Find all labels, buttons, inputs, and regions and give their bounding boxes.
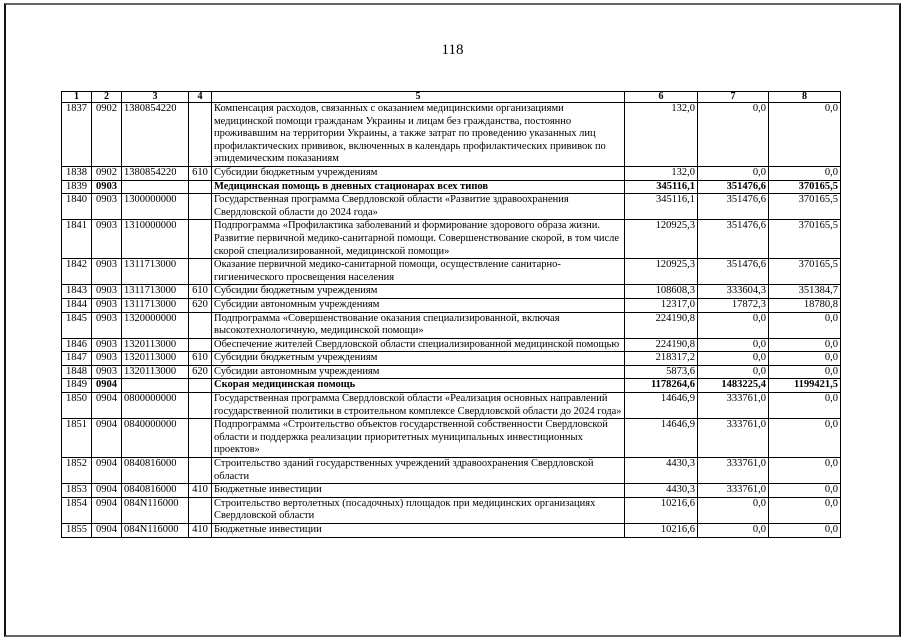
target-article-code: 0840816000 [122,484,189,498]
amount-col6: 224190,8 [625,338,698,352]
amount-col7: 0,0 [698,103,769,167]
expense-type-code [189,338,212,352]
section-code: 0904 [92,458,122,484]
expense-name: Бюджетные инвестиции [212,484,625,498]
expense-name: Оказание первичной медико-санитарной помощи, осуществление санитарно-гигиенического просвещения населения [212,259,625,285]
target-article-code: 084N116000 [122,497,189,523]
row-number: 1847 [62,352,92,366]
expense-type-code [189,419,212,458]
amount-col6: 14646,9 [625,393,698,419]
section-code: 0903 [92,220,122,259]
table-row [62,524,841,538]
row-number: 1841 [62,220,92,259]
amount-col6: 4430,3 [625,458,698,484]
target-article-code: 1380854220 [122,103,189,167]
target-article-code: 1311713000 [122,298,189,312]
amount-col8: 370165,5 [769,259,841,285]
page-number: 118 [441,42,464,58]
row-number: 1838 [62,166,92,180]
table-row [62,103,841,167]
amount-col6: 10216,6 [625,524,698,538]
target-article-code [122,379,189,393]
table-row [62,166,841,180]
row-number: 1855 [62,524,92,538]
expense-name: Строительство зданий государственных учреждений здравоохранения Свердловской области [212,458,625,484]
amount-col6: 108608,3 [625,285,698,299]
expense-type-code: 410 [189,484,212,498]
expense-name: Субсидии автономным учреждениям [212,298,625,312]
target-article-code: 084N116000 [122,524,189,538]
amount-col7: 17872,3 [698,298,769,312]
amount-col8: 370165,5 [769,220,841,259]
table-body [62,103,841,538]
section-code: 0903 [92,298,122,312]
header-cell: 1 [62,92,92,103]
amount-col6: 132,0 [625,103,698,167]
target-article-code: 1311713000 [122,285,189,299]
target-article-code: 1380854220 [122,166,189,180]
amount-col8: 0,0 [769,338,841,352]
expense-name: Скорая медицинская помощь [212,379,625,393]
amount-col6: 1178264,6 [625,379,698,393]
expense-name: Медицинская помощь в дневных стационарах всех типов [212,180,625,194]
header-cell: 5 [212,92,625,103]
table-row [62,393,841,419]
row-number: 1840 [62,194,92,220]
header-cell: 6 [625,92,698,103]
amount-col7: 351476,6 [698,180,769,194]
expense-name: Государственная программа Свердловской области «Реализация основных направлений государственной политики в строительном комплексе Свердловской области до 2024 года» [212,393,625,419]
section-code: 0904 [92,393,122,419]
amount-col8: 1199421,5 [769,379,841,393]
expense-type-code [189,379,212,393]
expense-name: Компенсация расходов, связанных с оказанием медицинскими организациями медицинской помощи гражданам Украины и лицам без гражданства, постоянно проживавшим на территории Украины, а также затрат по проведению указанных лиц профилактических прививок, включенных в календарь профилактических прививок по эпидемическим показаниям [212,103,625,167]
expense-name: Государственная программа Свердловской области «Развитие здравоохранения Свердловской области до 2024 года» [212,194,625,220]
section-code: 0904 [92,497,122,523]
amount-col7: 0,0 [698,524,769,538]
amount-col7: 0,0 [698,338,769,352]
row-number: 1850 [62,393,92,419]
amount-col8: 351384,7 [769,285,841,299]
expense-type-code: 610 [189,352,212,366]
target-article-code: 0840816000 [122,458,189,484]
row-number: 1853 [62,484,92,498]
amount-col8: 0,0 [769,497,841,523]
expense-type-code [189,259,212,285]
header-cell: 4 [189,92,212,103]
expense-type-code [189,497,212,523]
expense-type-code [189,180,212,194]
expense-type-code [189,194,212,220]
header-row [62,92,841,103]
amount-col7: 351476,6 [698,220,769,259]
expense-type-code [189,458,212,484]
amount-col8: 0,0 [769,458,841,484]
target-article-code: 1320000000 [122,312,189,338]
amount-col7: 0,0 [698,365,769,379]
section-code: 0903 [92,180,122,194]
amount-col7: 1483225,4 [698,379,769,393]
section-code: 0903 [92,338,122,352]
table-row [62,220,841,259]
expense-type-code: 610 [189,166,212,180]
expense-name: Субсидии бюджетным учреждениям [212,285,625,299]
amount-col6: 4430,3 [625,484,698,498]
amount-col6: 5873,6 [625,365,698,379]
header-cell: 3 [122,92,189,103]
section-code: 0904 [92,419,122,458]
target-article-code: 1320113000 [122,352,189,366]
target-article-code: 1320113000 [122,338,189,352]
section-code: 0904 [92,379,122,393]
row-number: 1852 [62,458,92,484]
amount-col7: 0,0 [698,497,769,523]
row-number: 1851 [62,419,92,458]
amount-col6: 14646,9 [625,419,698,458]
section-code: 0903 [92,365,122,379]
amount-col7: 351476,6 [698,194,769,220]
table-row [62,259,841,285]
expense-type-code: 620 [189,298,212,312]
expense-name: Подпрограмма «Профилактика заболеваний и формирование здорового образа жизни. Развитие первичной медико-санитарной помощи. Совершенствование скорой, в том числе скорой специализированной, медицинской помощи» [212,220,625,259]
expense-name: Подпрограмма «Строительство объектов государственной собственности Свердловской области и поддержка реализации приоритетных муниципальных инвестиционных проектов» [212,419,625,458]
expense-type-code: 410 [189,524,212,538]
budget-table [61,91,841,538]
expense-type-code [189,103,212,167]
expense-type-code: 610 [189,285,212,299]
section-code: 0903 [92,259,122,285]
amount-col6: 132,0 [625,166,698,180]
amount-col8: 0,0 [769,419,841,458]
amount-col7: 333604,3 [698,285,769,299]
expense-name: Субсидии бюджетным учреждениям [212,166,625,180]
amount-col7: 333761,0 [698,419,769,458]
expense-name: Строительство вертолетных (посадочных) площадок при медицинских организациях Свердловской области [212,497,625,523]
expense-type-code [189,393,212,419]
table-row [62,365,841,379]
expense-name: Бюджетные инвестиции [212,524,625,538]
amount-col7: 0,0 [698,166,769,180]
section-code: 0902 [92,166,122,180]
table-row [62,338,841,352]
amount-col7: 333761,0 [698,393,769,419]
amount-col8: 0,0 [769,166,841,180]
table-row [62,194,841,220]
row-number: 1854 [62,497,92,523]
row-number: 1846 [62,338,92,352]
header-cell: 7 [698,92,769,103]
section-code: 0904 [92,484,122,498]
target-article-code: 1311713000 [122,259,189,285]
row-number: 1844 [62,298,92,312]
table-header [62,92,841,103]
amount-col7: 333761,0 [698,484,769,498]
target-article-code: 1300000000 [122,194,189,220]
expense-name: Субсидии бюджетным учреждениям [212,352,625,366]
expense-type-code [189,312,212,338]
table-row [62,180,841,194]
table-row [62,497,841,523]
amount-col7: 351476,6 [698,259,769,285]
amount-col8: 18780,8 [769,298,841,312]
amount-col8: 0,0 [769,524,841,538]
amount-col8: 0,0 [769,312,841,338]
expense-name: Субсидии автономным учреждениям [212,365,625,379]
expense-type-code [189,220,212,259]
amount-col6: 345116,1 [625,180,698,194]
expense-name: Обеспечение жителей Свердловской области специализированной медицинской помощью [212,338,625,352]
expense-type-code: 620 [189,365,212,379]
target-article-code [122,180,189,194]
amount-col6: 120925,3 [625,259,698,285]
section-code: 0903 [92,352,122,366]
amount-col6: 345116,1 [625,194,698,220]
section-code: 0903 [92,312,122,338]
table-row [62,352,841,366]
amount-col8: 0,0 [769,352,841,366]
amount-col8: 0,0 [769,484,841,498]
section-code: 0902 [92,103,122,167]
header-cell: 8 [769,92,841,103]
target-article-code: 1310000000 [122,220,189,259]
amount-col8: 370165,5 [769,180,841,194]
table-row [62,419,841,458]
table-row [62,484,841,498]
row-number: 1845 [62,312,92,338]
amount-col6: 12317,0 [625,298,698,312]
row-number: 1843 [62,285,92,299]
amount-col7: 333761,0 [698,458,769,484]
amount-col6: 224190,8 [625,312,698,338]
row-number: 1839 [62,180,92,194]
amount-col7: 0,0 [698,312,769,338]
target-article-code: 0840000000 [122,419,189,458]
row-number: 1849 [62,379,92,393]
header-cell: 2 [92,92,122,103]
amount-col8: 0,0 [769,365,841,379]
row-number: 1842 [62,259,92,285]
amount-col6: 10216,6 [625,497,698,523]
table-row [62,458,841,484]
amount-col8: 0,0 [769,393,841,419]
amount-col6: 120925,3 [625,220,698,259]
amount-col8: 370165,5 [769,194,841,220]
target-article-code: 0800000000 [122,393,189,419]
section-code: 0903 [92,194,122,220]
target-article-code: 1320113000 [122,365,189,379]
table-row [62,379,841,393]
table-row [62,298,841,312]
row-number: 1837 [62,103,92,167]
table-row [62,285,841,299]
row-number: 1848 [62,365,92,379]
section-code: 0904 [92,524,122,538]
section-code: 0903 [92,285,122,299]
amount-col8: 0,0 [769,103,841,167]
expense-name: Подпрограмма «Совершенствование оказания специализированной, включая высокотехнологичную, медицинской помощи» [212,312,625,338]
amount-col7: 0,0 [698,352,769,366]
amount-col6: 218317,2 [625,352,698,366]
table-row [62,312,841,338]
